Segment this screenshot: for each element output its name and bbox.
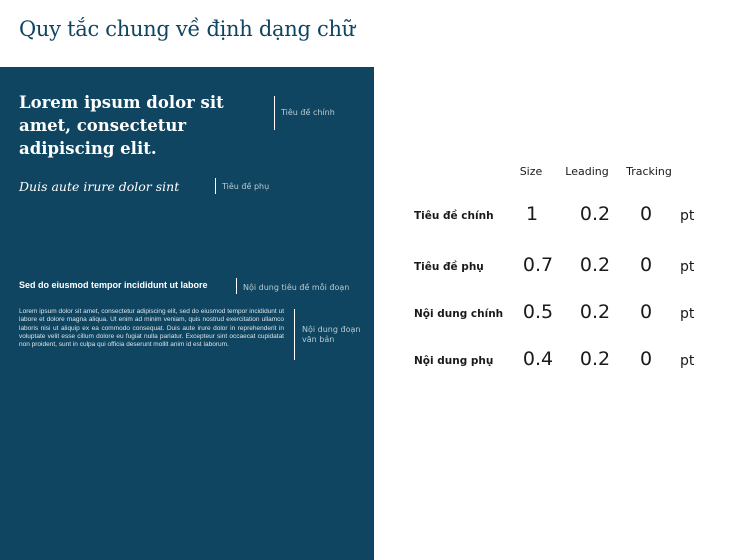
tracking-value: 0 bbox=[639, 301, 653, 323]
leading-value: 0.2 bbox=[579, 348, 611, 370]
paragraph-heading-annotation: Nội dung tiêu đề mỗi đoạn bbox=[243, 283, 350, 292]
heading-annotation: Tiêu đề chính bbox=[281, 108, 335, 117]
row-label: Tiêu đề phụ bbox=[414, 261, 484, 273]
body-annotation: Nội dung đoạn văn bản bbox=[302, 325, 361, 344]
leading-value: 0.2 bbox=[579, 254, 611, 276]
column-header-size: Size bbox=[519, 165, 543, 178]
row-label: Tiêu đề chính bbox=[414, 210, 494, 222]
page-title: Quy tắc chung về định dạng chữ bbox=[19, 17, 355, 41]
tracking-value: 0 bbox=[639, 254, 653, 276]
paragraph-heading-divider bbox=[236, 278, 237, 294]
tracking-value: 0 bbox=[639, 203, 653, 225]
size-value: 0.7 bbox=[522, 254, 554, 276]
leading-value: 0.2 bbox=[579, 301, 611, 323]
subheading-divider bbox=[215, 178, 216, 194]
unit-label: pt bbox=[680, 259, 695, 275]
sample-paragraph-heading: Sed do eiusmod tempor incididunt ut labore bbox=[19, 280, 208, 290]
size-value: 1 bbox=[525, 203, 539, 225]
leading-value: 0.2 bbox=[579, 203, 611, 225]
tracking-value: 0 bbox=[639, 348, 653, 370]
unit-label: pt bbox=[680, 306, 695, 322]
row-label: Nội dung chính bbox=[414, 308, 504, 320]
heading-divider bbox=[274, 96, 275, 130]
size-value: 0.4 bbox=[522, 348, 554, 370]
body-divider bbox=[294, 309, 295, 360]
unit-label: pt bbox=[680, 208, 695, 224]
unit-label: pt bbox=[680, 353, 695, 369]
size-value: 0.5 bbox=[522, 301, 554, 323]
subheading-annotation: Tiêu đề phụ bbox=[222, 182, 270, 191]
column-header-leading: Leading bbox=[565, 165, 609, 178]
sample-heading: Lorem ipsum dolor sit amet, consectetur adipiscing elit. bbox=[19, 93, 224, 158]
typography-sample-panel bbox=[0, 67, 374, 560]
column-header-tracking: Tracking bbox=[626, 165, 672, 178]
row-label: Nội dung phụ bbox=[414, 355, 494, 367]
sample-subheading: Duis aute irure dolor sint bbox=[19, 179, 180, 194]
sample-body-text: Lorem ipsum dolor sit amet, consectetur adipiscing elit, sed do eiusmod tempor incididunt ut labore et dolore magna aliqua. Ut enim ad minim veniam, quis nostrud exercitation ullamco laboris nisi ut aliquip ex ea commodo consequat. Duis aute irure dolor in reprehenderit in voluptate velit esse cillum dolore eu fugiat nulla pariatur. Excepteur sint occaecat cupidatat non proident, sunt in culpa qui officia deserunt mollit anim id est laborum. bbox=[19, 308, 284, 349]
